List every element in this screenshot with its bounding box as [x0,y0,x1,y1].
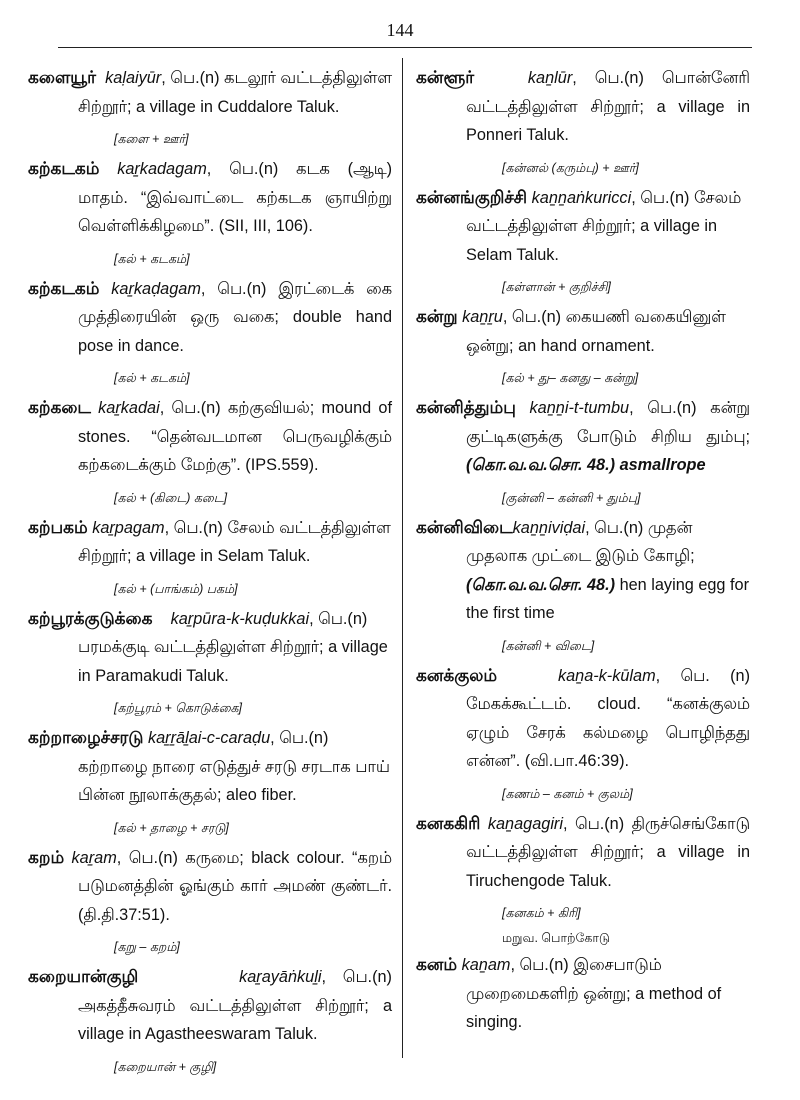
etymology: [கல் + (பாங்கம்) பகம்] [114,581,238,596]
etymology: [கல் + (கிடை) கடை] [114,490,228,505]
transliteration: kaṉṉaṅkuricci [531,188,632,207]
entry [28,724,392,810]
entry [416,810,750,896]
definition: , பெ.(n) திருச்செங்கோடு வட்டத்திலுள்ள சிற்றூர்; a village in Tiruchengode Taluk. [466,814,750,890]
transliteration: kaṉṉiviḍai [512,518,586,537]
definition: , பெ.(n) கருமை; black colour. “கறம் படுமனத்தின் ஓங்கும் கார் அமண் குண்டர். (தி.தி.37:51). [78,848,392,924]
entry [416,184,750,270]
transliteration: kaṟkaḍagam [111,279,201,298]
transliteration: kaṉlūr [527,69,573,87]
etymology: [களை + ஊர்] [114,132,189,146]
entry [416,662,750,776]
definition: , பெ.(n) கடலூர் வட்டத்திலுள்ள சிற்றூர்; a village in Cuddalore Taluk. [78,69,392,116]
headword: கன்று [416,307,458,326]
headword: கனககிரி [416,813,481,833]
etymology: [குன்னி – கன்னி + தும்பு] [502,490,641,505]
etymology: [கல் + து– கனது – கன்று] [502,371,639,385]
entry [28,64,392,121]
entry [28,963,392,1049]
etymology: [கல் + கடகம்] [114,371,190,385]
headword: கனக்குலம் [416,665,498,685]
definition: , பெ.(n) கற்குவியல்; mound of stones. “தென்வடமான பெருவழிக்கும் கற்கடைக்கும் மேற்கு”. (IPS.559). [78,399,393,474]
definition: , பெ.(n) கையணி வகையினுள் ஒன்று; an hand ornament. [466,308,726,355]
transliteration: kaṟpūra-k-kuḍukkai [170,609,310,628]
definition: , பெ.(n) கற்றாழை நாரை எடுத்துச் சரடு சரடாக பாய் பின்ன நூலாக்குதல்; aleo fiber. [78,729,390,804]
definition: , பெ.(n) பொன்னேரி வட்டத்திலுள்ள சிற்றூர்; a village in Ponneri Taluk. [466,69,750,144]
transliteration: kaṟkadai [98,399,160,417]
reference: (கொ.வ.வ.சொ. 48.) [466,575,616,594]
definition: , பெ.(n) அகத்தீசுவரம் வட்டத்திலுள்ள சிற்றூர்; a village in Agastheeswaram Taluk. [78,968,392,1043]
etymology: [கள்ளான் + குறிச்சி] [502,280,611,294]
headword: கனம் [416,955,458,974]
transliteration: kaṟpagam [92,518,165,537]
transliteration: kaṉa-k-kūlam [557,666,656,685]
entry [28,605,392,691]
definition: , பெ.(n) சேலம் வட்டத்திலுள்ள சிற்றூர்; a village in Selam Taluk. [78,518,391,565]
headword: கறையான்குழி [28,967,139,986]
etymology: [கல் + கடகம்] [114,251,190,266]
headword: கன்னிவிடை [416,517,513,537]
definition: , பெ.(n) கன்று குட்டிகளுக்கு போடும் சிறிய தும்பு; [466,399,750,446]
transliteration: kaṉṉi-t-tumbu [529,399,630,417]
reference: (கொ.வ.வ.சொ. 48.) asmallrope [466,456,706,474]
etymology: [கன்னல் (கரும்பு) + ஊர்] [502,160,639,175]
headword: கற்கடகம் [28,159,100,178]
headword: கன்னித்தும்பு [416,398,516,417]
left-column [28,64,392,1083]
transliteration: kaṟkadagam [117,160,207,178]
entry [28,394,392,480]
transliteration: kaṉṟu [462,308,503,326]
etymology: [கனகம் + கிரி] [502,906,581,920]
transliteration: kaṟam [71,848,117,867]
entry [416,394,750,480]
definition: , பெ.(n) பரமக்குடி வட்டத்திலுள்ள சிற்றூர்; a village in Paramakudi Taluk. [78,609,388,685]
headword: கற்கடை [28,398,91,417]
etymology: [கறு – கறம்] [114,940,180,954]
etymology: [கணம் – கனம் + குலம்] [502,786,633,801]
etymology: [கல் + தாழை + சரடு] [114,820,229,835]
headword: கன்ளூர் [416,68,475,87]
entry [28,844,392,930]
definition: , பெ.(n) கடக (ஆடி) மாதம். “இவ்வாட்டை கற்கடக ஞாயிற்று வெள்ளிக்கிழமை”. (SII, III, 106). [78,160,393,235]
entry [28,155,392,241]
definition-continued: hen laying egg for the first time [466,575,750,622]
etymology: [கறையான் + குழி] [114,1059,217,1074]
entry [416,303,750,360]
header-rule [58,47,752,48]
headword: கற்கடகம் [28,278,100,298]
page-number: 144 [386,20,414,40]
entry [416,514,750,628]
transliteration: kaḷaiyūr [105,69,162,87]
entry [416,64,750,150]
column-divider [402,58,403,1058]
headword: கற்பூரக்குடுக்கை [28,608,153,628]
entry [416,951,750,1037]
headword: கன்னங்குறிச்சி [416,187,528,207]
definition: , பெ.(n) இசைபாடும் முறைமைகளிற் ஒன்று; a method of singing. [466,956,722,1031]
headword: களையூர் [28,68,97,87]
synonym-note: மறுவ. பொற்கோடு [502,931,611,945]
entry [28,275,392,361]
definition: , பெ.(n) இரட்டைக் கை முத்திரையின் ஒரு வகை; double hand pose in dance. [78,279,393,355]
right-column [416,64,750,1037]
definition: , பெ. (n) மேகக்கூட்டம். cloud. “கனக்குலம் ஏழும் சேரக் கல்மழை பொழிந்தது என்ன”. (வி.பா.46:39). [466,666,750,770]
definition: , பெ.(n) முதன் முதலாக முட்டை இடும் கோழி; [466,518,695,565]
definition: , பெ.(n) சேலம் வட்டத்திலுள்ள சிற்றூர்; a village in Selam Taluk. [466,188,742,264]
headword: கறம் [28,847,65,867]
transliteration: kaṟayāṅkuḻi [239,968,322,986]
transliteration: kaṟṟāḻai-c-caraḍu [147,729,271,747]
etymology: [கன்னி + விடை] [502,638,595,653]
entry [28,514,392,571]
transliteration: kaṉam [461,956,511,974]
headword: கற்றாழைச்சரடு [28,728,144,747]
transliteration: kaṉagagiri [487,814,563,833]
headword: கற்பகம் [28,517,88,537]
etymology: [கற்பூரம் + கொடுக்கை] [114,701,243,715]
